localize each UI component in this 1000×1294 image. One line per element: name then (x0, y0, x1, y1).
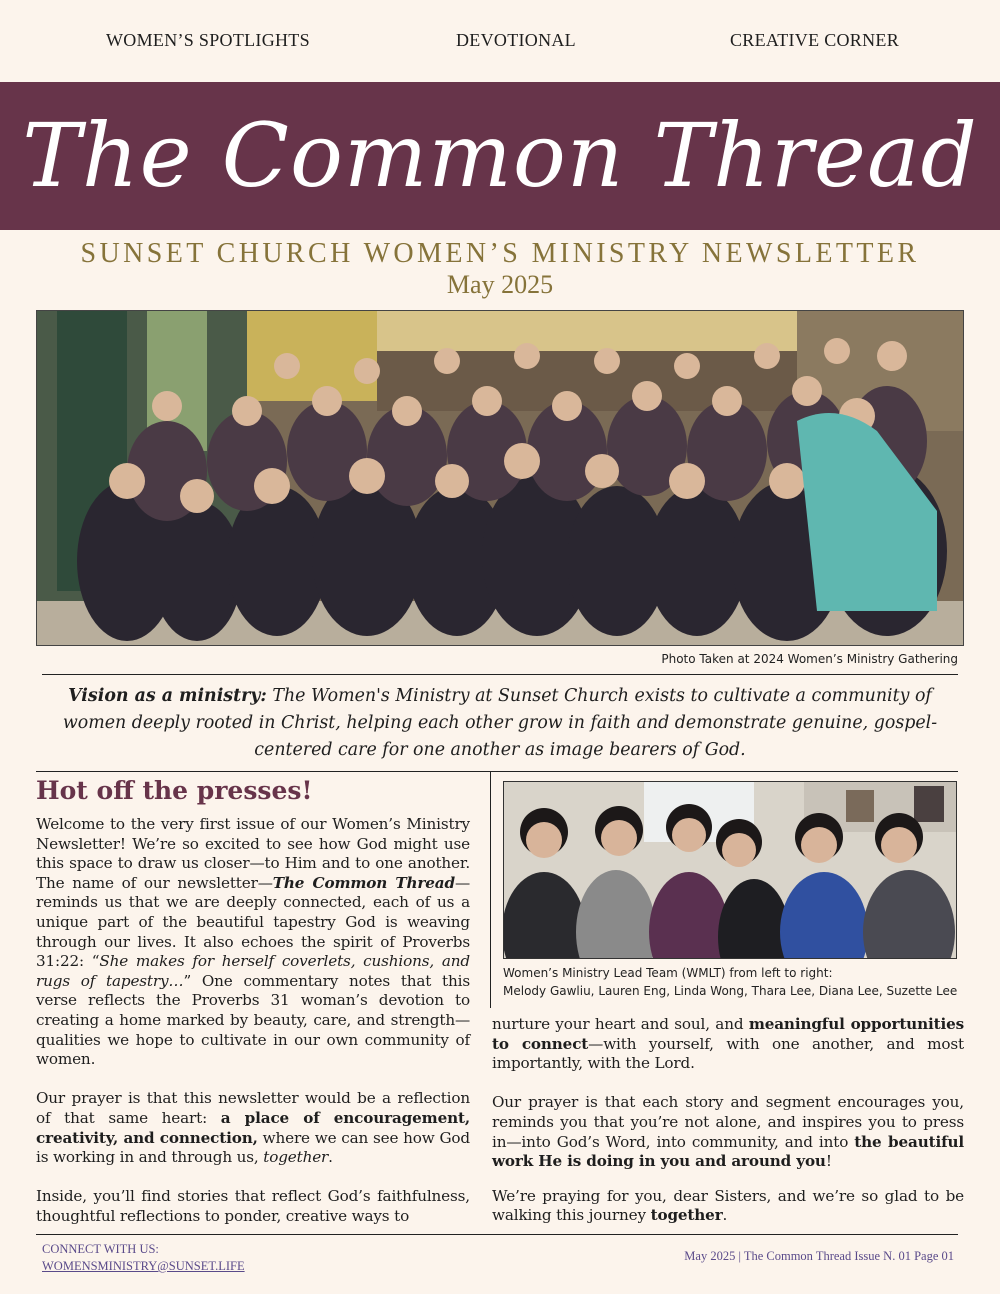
group-photo-caption: Photo Taken at 2024 Women’s Ministry Gathering (661, 652, 958, 666)
group-photo (36, 310, 964, 646)
top-nav (0, 30, 1000, 54)
divider-middle (36, 771, 958, 772)
article-right-column (492, 1015, 964, 1226)
article-left-column (36, 815, 470, 1226)
team-photo-caption (503, 964, 973, 1000)
article-paragraph-1: Welcome to the very first issue of our Women’s Ministry Newsletter! We’re so excited to see how God might use this space to draw us closer—to Him and to one another. The name of our newsletter—The Common Thread—reminds us that we are deeply connected, each of us a unique part of the beautiful tapestry God is weaving through our lives. It also echoes the spirit of Proverbs 31:22: “She makes for herself coverlets, cushions, and rugs of tapestry…” One commentary notes that this verse reflects the Proverbs 31 woman’s devotion to creating a home marked by beauty, care, and strength—qualities we hope to cultivate in our own community of women. (36, 815, 471, 1069)
team-caption-line-1: Women’s Ministry Lead Team (WMLT) from left to right: (503, 966, 833, 980)
article-paragraph-2: Our prayer is that this newsletter would be a reflection of that same heart: a place of encouragement, creativity, and connection, where we can see how God is working in and through us, together. (36, 1089, 470, 1167)
divider-bottom (36, 1234, 958, 1235)
vision-statement (60, 683, 940, 764)
team-photo-illustration (504, 782, 957, 959)
connect-label: CONNECT WITH US: (42, 1242, 159, 1256)
issue-date: May 2025 (446, 270, 554, 299)
footer-page-info: May 2025 | The Common Thread Issue N. 01 Page 01 (684, 1249, 954, 1263)
footer-contact (42, 1241, 245, 1275)
group-photo-illustration (37, 311, 964, 646)
article-paragraph-3: Inside, you’ll find stories that reflect God’s faithfulness, thoughtful reflections to ponder, creative ways to (36, 1187, 470, 1225)
nav-creative-corner[interactable]: CREATIVE CORNER (730, 30, 900, 50)
article-title: Hot off the presses! (36, 776, 313, 805)
article-paragraph-6: We’re praying for you, dear Sisters, and we’re so glad to be walking this journey together. (492, 1186, 964, 1225)
nav-womens-spotlights[interactable]: WOMEN’S SPOTLIGHTS (106, 30, 310, 50)
contact-email-link[interactable]: WOMENSMINISTRY@SUNSET.LIFE (42, 1259, 245, 1273)
masthead-title: The Common Thread (0, 82, 1000, 230)
newsletter-subtitle: SUNSET CHURCH WOMEN’S MINISTRY NEWSLETTER (80, 238, 920, 269)
team-caption-line-2: Melody Gawliu, Lauren Eng, Linda Wong, Thara Lee, Diana Lee, Suzette Lee (503, 984, 958, 998)
article-paragraph-5: Our prayer is that each story and segment encourages you, reminds you that you’re not alone, and inspires you to press in—into God’s Word, into community, and into the beautiful work He is doing in you and around you! (492, 1093, 964, 1171)
divider-top (42, 674, 958, 675)
column-divider (490, 772, 491, 1008)
team-photo (503, 781, 957, 959)
vision-text: The Women's Ministry at Sunset Church exists to cultivate a community of women deeply rooted in Christ, helping each other grow in faith and demonstrate genuine, gospel-centered care for one another as image bearers of God. (62, 686, 938, 760)
nav-devotional[interactable]: DEVOTIONAL (456, 30, 576, 50)
vision-lead: Vision as a ministry: (68, 686, 267, 706)
article-paragraph-4: nurture your heart and soul, and meaningful opportunities to connect—with yourself, with one another, and most importantly, with the Lord. (492, 1015, 964, 1073)
